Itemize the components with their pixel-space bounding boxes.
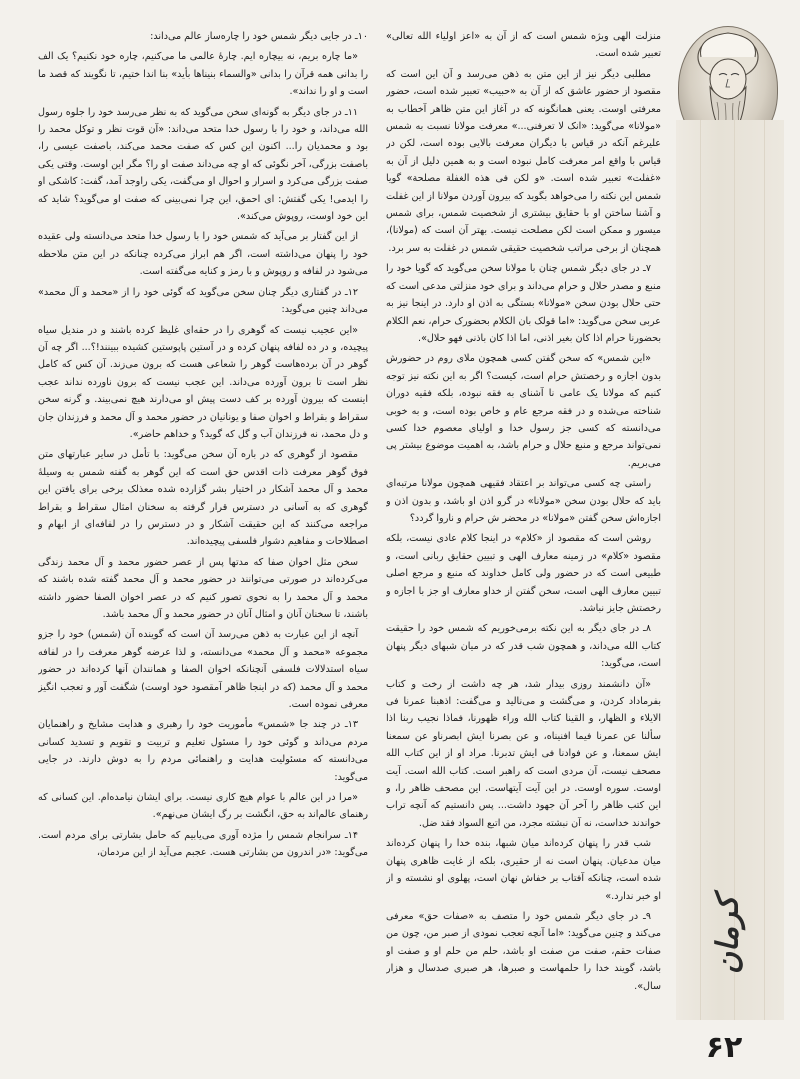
paragraph: سخن مثل اخوان صفا که مدتها پس از عصر حضور محمد و آل محمد زندگی می‌کرده‌اند در صورتی می‌توانند در حضور محمد و آل محمد گفته شده باشند که محمد و آل محمد را به نحوی تصور کنیم که در عصر اخوان الصفا حضور داشته باشند، تا سخنان آنان و امثال آنان در حضور محمد و آل محمد باشد. [38,556,368,620]
paragraph: «آن دانشمند روزی بیدار شد، هر چه داشت از رخت و کتاب بفرماداد کردن، و می‌گشت و می‌نالید و می‌گفت: اذهبنا عمرنا فی الایلاء و الظهار، و القینا کتاب الله وراء ظهورنا، فماذا نجیب ربنا اذا سألنا عن عمرنا فیما افنیناه، و عن بصرنا ایش ابصرناو عن سمعنا ایش سمعنا، و عن فوادنا فی ایش تدبرنا. مراد او از این کتاب الله مصحف نیست، آن مردی است که راهبر است. کتاب الله است. آیت اوست. سوره اوست. در این آیت آیتهاست. این مصحف ظاهر را، و این کتب ظاهر را آخر آن جهود داشت... پس دانستیم که آنچه تراب خواندند خداست، نه آن نبشته مجرد، من اتبع السواد فقد ضل. [386,678,661,829]
paragraph: ۹ـ در جای دیگر شمس خود را متصف به «صفات حق» معرفی می‌کند و چنین می‌گوید: «اما آنچه تعجب نمودی از صبر من، چون من صفات حقم، صفت من صفت او باشد، حلم من حلم او و صفت او باشد، گویند خدا را حلمهاست و صبرها، هر صبری صدسال و هزار سال». [386,910,661,992]
paragraph: از این گفتار بر می‌آید که شمس خود را با رسول خدا متحد می‌دانسته ولی عقیده خود را پنهان می‌داشته است، اگر هم ابراز می‌کرده چنانکه در این متن ملاحظه می‌شود در لفافه و روپوش و با رمز و کنایه می‌گفته است. [38,231,368,278]
journal-logo: کرمان [710,895,746,975]
paragraph: شب قدر را پنهان کرده‌اند میان شبها، بنده خدا را پنهان کرده‌اند میان مدعیان. پنهان است نه از حقیری، بلکه از غایت ظاهری پنهان شده است، چنانکه آفتاب بر خفاش نهان است، پهلوی او نشسته و از او خبر ندارد.» [386,838,661,902]
paragraph: «ما چاره بریم، نه بیچاره ایم. چارۀ عالمی ما می‌کنیم، چاره خود نکنیم؟ یک الف را بدانی همه قرآن را بدانی «والسماء بنیناها بأید» بنا اندا ختیم، تا نگویند که قصد ما است و او را نداند». [38,51,368,98]
paragraph: راستی چه کسی می‌تواند بر اعتقاد فقیهی همچون مولانا مرتبه‌ای باید که حلال بودن سخن «مولانا» در گرو اذن او باشد، و بدون اذن و اجازه‌اش سخن گفتن «مولانا» در محضر ش حرام و ناروا گردد؟ [386,478,661,524]
page-number: ۶۲ [705,1030,743,1065]
paragraph: «مرا در این عالم با عوام هیچ کاری نیست. برای ایشان نیامده‌ام. این کسانی که رهنمای عالم‌اند به حق، انگشت بر رگ ایشان می‌نهم». [38,792,368,821]
paragraph: ۱۴ـ سرانجام شمس را مژده آوری می‌یابیم که حامل بشارتی برای مردم است. می‌گوید: «در اندرون من بشارتی هست. عجبم می‌آید از این مردمان، [38,829,368,859]
paragraph: روشن است که مقصود از «کلام» در اینجا کلام عادی نیست، بلکه مقصود «کلام» در زمینه معارف الهی و تبیین حقایق ربانی است، و طبیعی است که در حضور ولی کامل خداوند که منبع و مرجع اصلی تبیین معارف الهی است، سخن گفتن از خداو معارف او جز با اجازه و رخصتش جایز نباشد. [386,533,661,614]
paragraph: ۸ـ در جای دیگر به این نکته برمی‌خوریم که شمس خود را حقیقت کتاب الله می‌داند، و همچون شب قدر که در میان شبهای دیگر پنهان است، می‌گوید: [386,623,661,670]
column-left [38,28,368,1030]
paragraph: مطلبی دیگر نیز از این متن به ذهن می‌رسد و آن این است که مقصود از حضور عاشق که از آن به «حبیب» تعبیر شده است، حضور معرفتی اوست. یعنی همانگونه که در آغاز این متن ظاهر آخطاب به «مولانا» می‌گوید: «انک لا تعرفنی...» معرفت مولانا نسبت به شمس علیرغم آنکه در قیاس با دیگران معرفت بالایی بوده است، لکن در قیاس با واقع امر معرفت کامل نبوده است و به همین دلیل از آن به «غفلت» تعبیر شده است. «و لکن فی هذه الغفلة مصلحة» گویا شمس این نکته را می‌خواهد بگوید که بیرون آوردن مولانا از این غفلت و آشنا ساختن او با حقایق بیشتری از شخصیت شمس، برای شمس میسور و ممکن است لکن مصلحت نیست. بهتر آن است که (مولانا)، همچنان از برخی مراتب شخصیت حقیقی شمس در غفلت به سر برد. [386,68,661,254]
paragraph: مقصود از گوهری که در باره آن سخن می‌گوید: با تأمل در سایر عبارتهای متن فوق گوهر معرفت ذات اقدس حق است که این گوهر به گفته شمس به وسیلۀ محمد و آل محمد آشکار در اختیار بشر گزارده شده معذلک برخی برای یافتن این گوهری که به آسانی در دسترس قرار گرفته به سخنان امثال سقراط و بقراط مراجعه می‌کنند که این حقیقت آشکار و در دسترس را در لفافه‌ای از ابهام و اصطلاحات و مفاهیم دشوار فلسفی پیچیده‌اند. [38,449,368,548]
paragraph: منزلت الهی ویژه شمس است که از آن به «اعز اولیاء الله تعالی» تعبیر شده است. [386,31,661,60]
paragraph: ۱۲ـ در گفتاری دیگر چنان سخن می‌گوید که گوئی خود را از «محمد و آل محمد» می‌داند چنین می‌گوید: [38,286,368,316]
column-right [386,28,661,1030]
paragraph: ۷ـ در جای دیگر شمس چنان با مولانا سخن می‌گوید که گویا خود را منبع و مصدر حلال و حرام می‌داند و برای خود منزلتی مدعی است که حتی حلال بودن سخن «مولانا» بستگی به اذن او دارد. در اینجا نیز به عربی سخن می‌گوید: «اما قولک بان الکلام بحضورک حرام، نعم الکلام بحضورنا حرام اذا کان بغیر اذنی، اما اذا کان باذنی فهو حلال». [386,263,661,344]
paragraph: «این عجیب نیست که گوهری را در حقه‌ای غلیظ کرده باشند و در مندیل سیاه پیچیده، و در ده لفافه پنهان کرده و در آستین پاپوستین کشیده ببینند!؟... اگر چه آن گوهر در آن برده‌هاست گوهر را شعاعی هست که برون می‌زند. آن کس که کامل نظر است تا برون آورده می‌داند. این عجب نیست که برون ناورده نداند عجب اینست که بیرون آورده بر کف دست پیش او می‌دارند هیچ نمی‌بیند. و گرنه سخن سقراط و بقراط و اخوان صفا و یونانیان در حضور محمد و آل محمد و فرزندان جان و دل محمد، نه فرزندان آب و گل که گوید؟ و خداهم حاضر». [38,324,368,440]
paragraph: ۱۰ـ در جایی دیگر شمس خود را چاره‌ساز عالم می‌داند: [150,31,368,42]
paragraph: ۱۳ـ در چند جا «شمس» مأموریت خود را رهبری و هدایت مشایخ و راهنمایان مردم می‌داند و گوئی خود را مسئول تعلیم و تربیت و تقویم و تسدید کسانی می‌دانسته که مسئولیت هدایت و راهنمائی مردم را به دوش دارند. در جایی می‌گوید: [38,719,368,783]
paragraph: «این شمس» که سخن گفتن کسی همچون ملای روم در حضورش بدون اجازه و رخصتش حرام است، کیست؟ اگر به این نکته نیز توجه کنیم که مولانا یک عامی نا آشنای به فقه نبوده، بلکه فقیه دوران شناخته می‌شده و در فقه مرجع عام و خاص بوده است، و به خوبی می‌دانسته که کسی جز رسول خدا و اولیای معصوم خدا کسی نمی‌تواند مرجع و منبع حلال و حرام باشد، به اهمیت موضوع بیشتر پی می‌بریم. [386,353,661,469]
paragraph: ۱۱ـ در جای دیگر به گونه‌ای سخن می‌گوید که به نظر می‌رسد خود را جلوه رسول الله می‌داند، و خود را با رسول خدا متحد می‌داند: «آن قوت نظر و توکل محمد را بود و محمدیان را... اکنون این کس که صفت محمد می‌کند، باصفت عیسی را، باصفت بزرگی، آخر نگوئی که او چه می‌داند صفت او را؟ مگر این اوست. وقتی یکی صفت بزرگی می‌کرد و اسرار و احوال او می‌گفت، یکی راوجد آمد، گفت: کاشکی او را ایدمی! یکی گفتش: ای احمق، این چرا نمی‌بینی که صفت او می‌گوید؟ شاید که این خود اوست، روپوش می‌کند». [38,106,368,223]
paragraph: آنچه از این عبارت به ذهن می‌رسد آن است که گوینده آن (شمس) خود را جزو مجموعه «محمد و آل محمد» می‌دانسته، و لذا عرضه گوهر معرفت را در لفافه سیاه استدلالات فلسفی آنچنانکه اخوان الصفا و همانندان آنها کرده‌اند در حضور محمد و آل محمد (که در اینجا ظاهر آمقصود خود اوست) شگفت آور و تعجب انگیز معرفی نموده است. [38,629,368,711]
